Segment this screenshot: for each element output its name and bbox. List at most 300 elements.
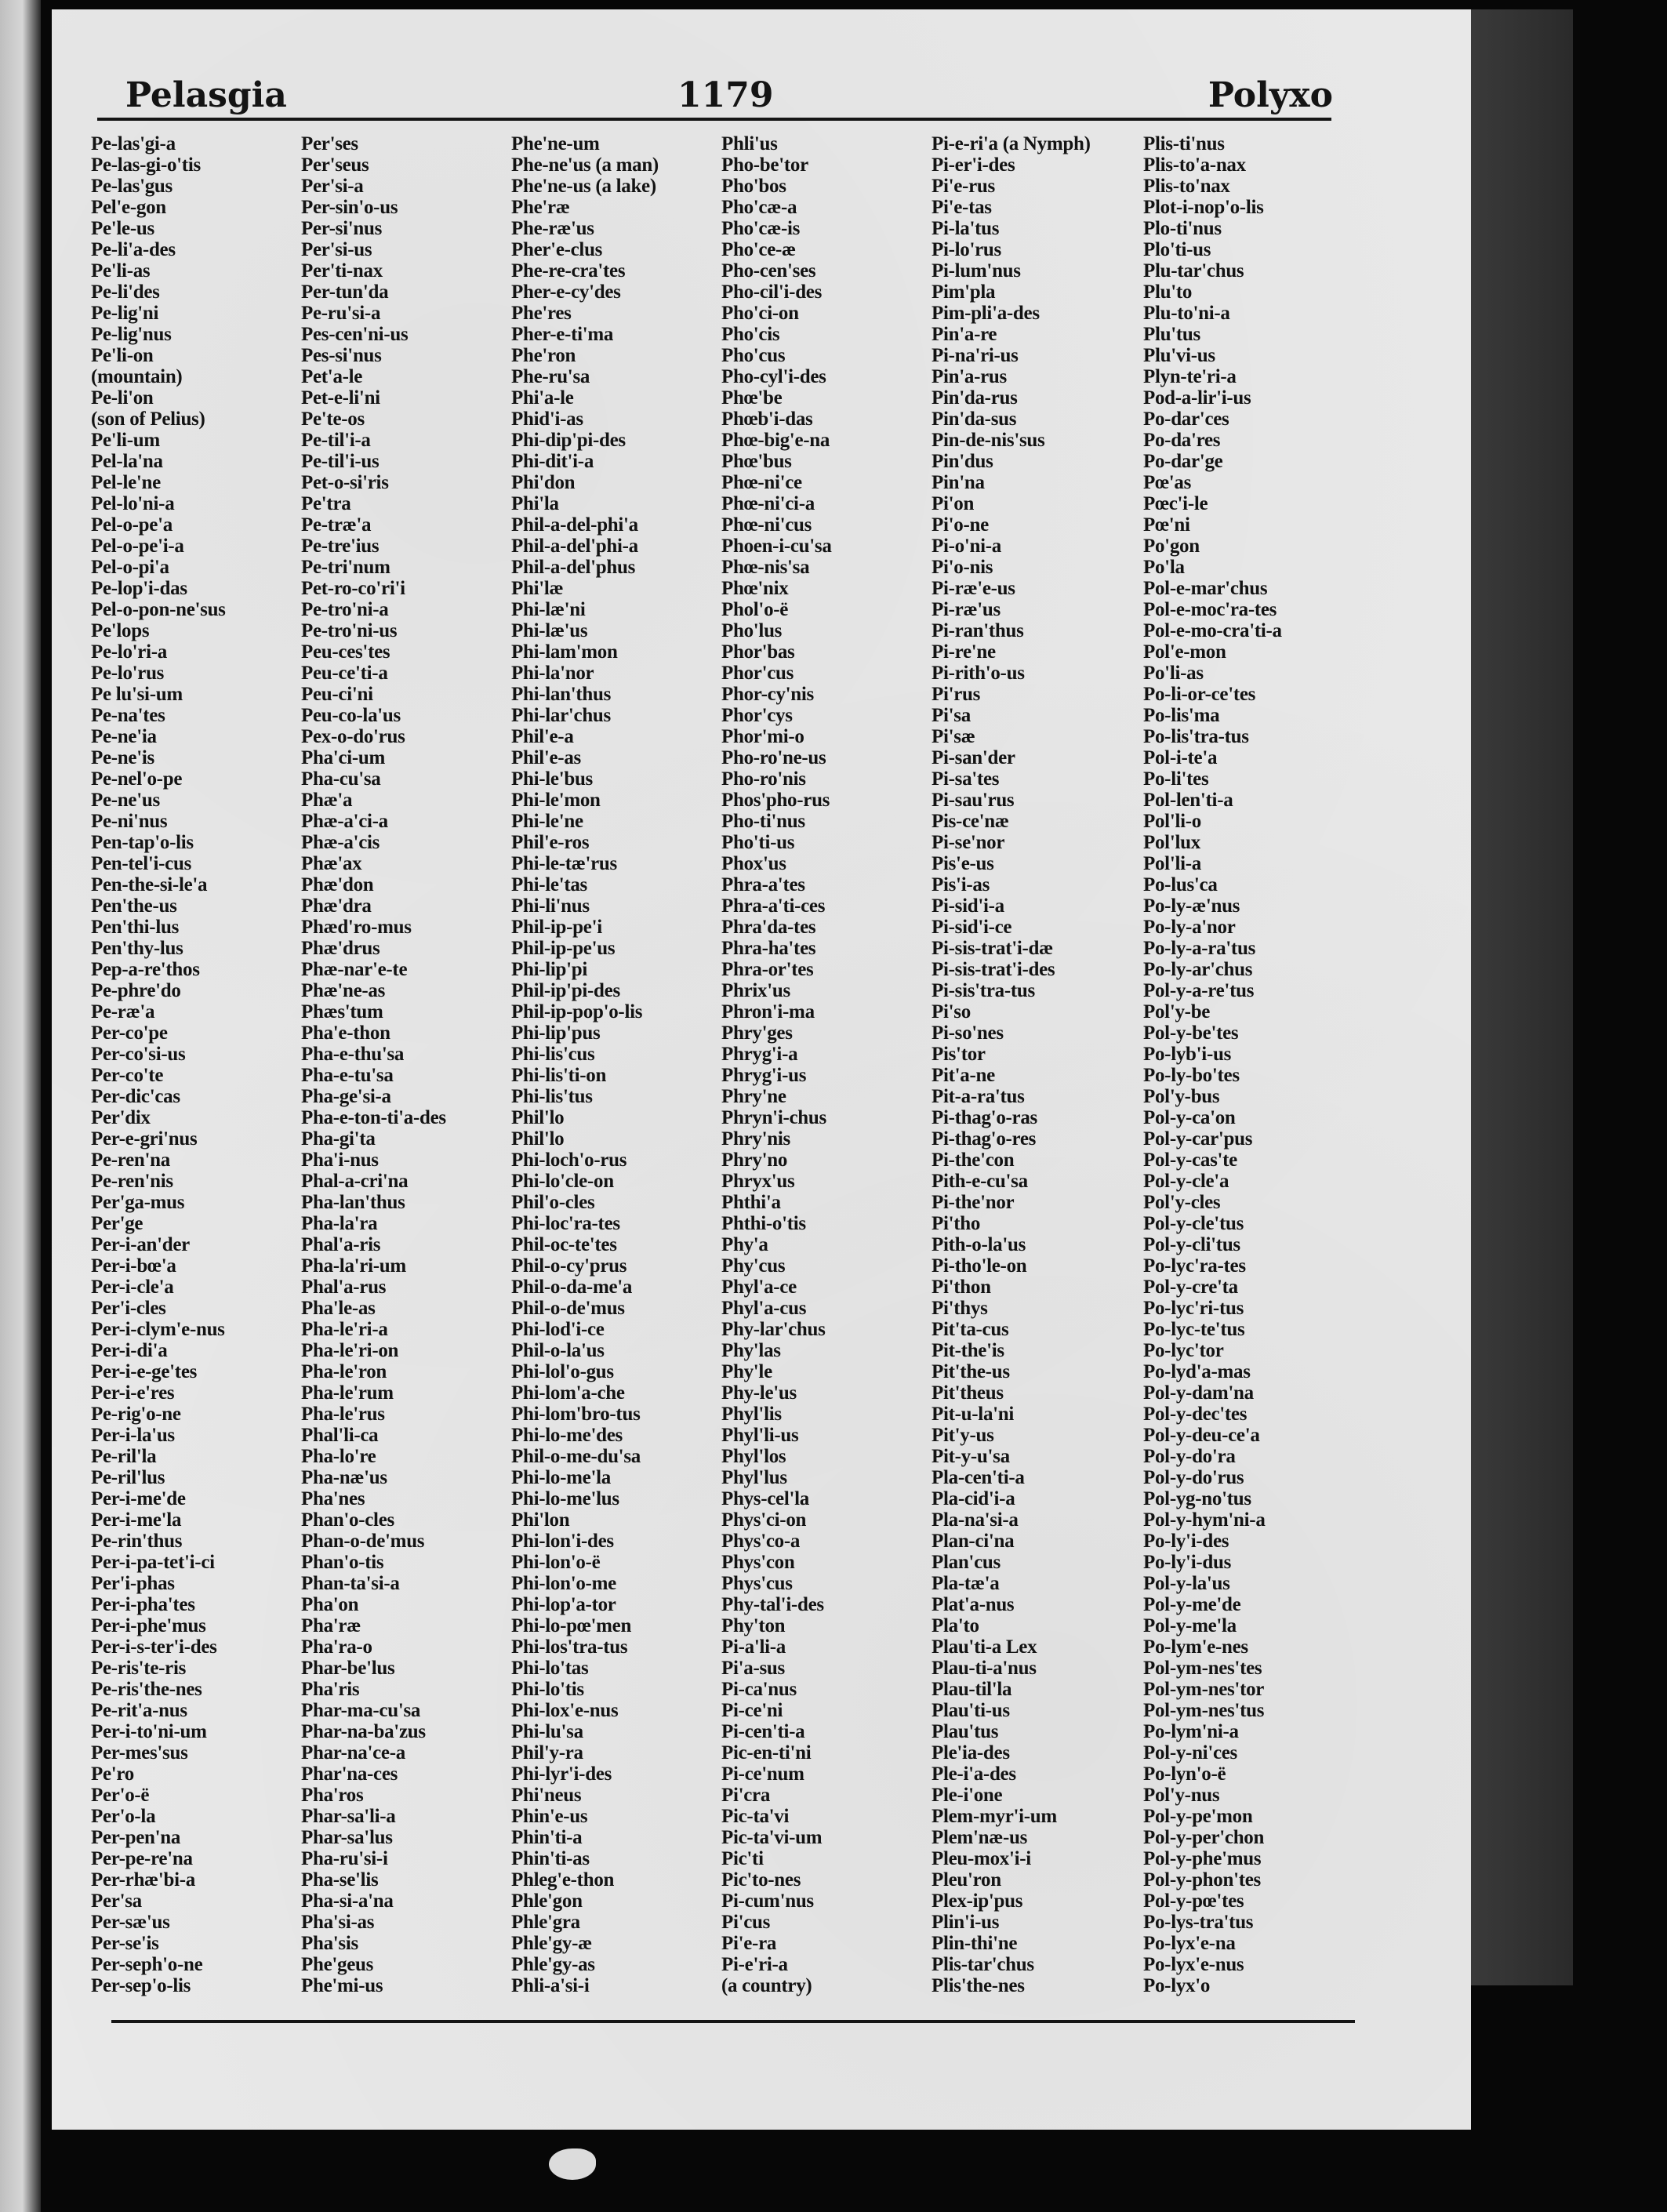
entry-word: Pel-o-pon-ne'sus [91, 599, 226, 620]
entry-word: Pher-e-ti'ma [511, 324, 614, 345]
entry-word: Phæ-a'cis [301, 832, 380, 853]
entry-word: Phol'o-ë [721, 599, 789, 620]
entry-word: Phi-le'tas [511, 874, 587, 895]
entry-word: Pi'on [932, 493, 975, 514]
entry-word: Pe-ne'is [91, 747, 154, 768]
entry-word: Pha-ru'si-i [301, 1848, 388, 1869]
entry-word: Pith-e-cu'sa [932, 1171, 1028, 1192]
entry-word: Pol-y-a-re'tus [1143, 980, 1255, 1001]
entry-word: Per'dix [91, 1107, 151, 1128]
entry-word: Phal-a-cri'na [301, 1171, 409, 1192]
entry-word: Pha'le-as [301, 1298, 376, 1319]
entry-word: Pha-lan'thus [301, 1192, 405, 1213]
entry-word: Pis'e-us [932, 853, 994, 874]
entry-word: Per-rhæ'bi-a [91, 1869, 195, 1891]
entry-word: Phin'e-us [511, 1806, 588, 1827]
entry-word: Phos'pho-rus [721, 790, 830, 811]
entry-word: Peu-co-la'us [301, 705, 401, 726]
entry-word: Pol-y-la'us [1143, 1573, 1230, 1594]
entry-word: Pha-næ'us [301, 1467, 387, 1488]
entry-word: Phi'lon [511, 1509, 570, 1531]
entry-word: Phle'gy-æ [511, 1933, 592, 1954]
entry-word: Phy'las [721, 1340, 781, 1361]
entry-word: Pho'ci-on [721, 303, 799, 324]
entry-word: Pi-cum'nus [721, 1891, 814, 1912]
entry-word: Plu-tar'chus [1143, 260, 1244, 281]
entry-word: Per'ge [91, 1213, 143, 1234]
entry-word: Pin'dus [932, 451, 993, 472]
entry-column-4 [721, 133, 932, 1996]
entry-word: Pit-the'is [932, 1340, 1004, 1361]
entry-word: Pher'e-clus [511, 239, 603, 260]
page-binding-shadow [1471, 9, 1573, 1985]
entry-word: Pol-y-per'chon [1143, 1827, 1265, 1848]
entry-word: Pe-las'gi-a [91, 133, 176, 154]
entry-word: Phil'lo [511, 1128, 565, 1150]
entry-word: (son of Pelius) [91, 409, 205, 430]
entry-word: Pol-y-deu-ce'a [1143, 1425, 1260, 1446]
entry-word: Po-lyc-te'tus [1143, 1319, 1245, 1340]
entry-word: Phryg'i-a [721, 1044, 798, 1065]
entry-word: Phleg'e-thon [511, 1869, 615, 1891]
entry-word: Pi-lo'rus [932, 239, 1001, 260]
entry-word: Phil'y-ra [511, 1742, 583, 1763]
entry-word: Po-ly'i-des [1143, 1531, 1229, 1552]
entry-word: Pho'ti-us [721, 832, 795, 853]
entry-word: Phe'ræ [511, 197, 570, 218]
entry-word: Phar'na-ces [301, 1763, 398, 1785]
entry-word: Pe-las'gus [91, 176, 173, 197]
entry-word: Per-sep'o-lis [91, 1975, 191, 1996]
entry-word: Pe-tro'ni-a [301, 599, 389, 620]
entry-word: Phin'ti-a [511, 1827, 583, 1848]
entry-word: Per-i-pa-tet'i-ci [91, 1552, 215, 1573]
entry-word: Pol'y-bus [1143, 1086, 1220, 1107]
entry-word: Pel-o-pe'i-a [91, 536, 184, 557]
entry-word: Phys'co-a [721, 1531, 801, 1552]
entry-word: Pi-sis-trat'i-dæ [932, 938, 1053, 959]
entry-word: Po-ly-ar'chus [1143, 959, 1253, 980]
entry-word: Pol-y-cle'tus [1143, 1213, 1244, 1234]
entry-word: Pha-le'rus [301, 1404, 385, 1425]
entry-word: Phi-lis'cus [511, 1044, 595, 1065]
entry-word: Pi-sid'i-ce [932, 917, 1012, 938]
entry-word: Phi-lo'cle-on [511, 1171, 614, 1192]
entry-word: Pha-cu'sa [301, 768, 381, 790]
entry-word: Phæ'drus [301, 938, 380, 959]
entry-word: Pol-y-do'rus [1143, 1467, 1244, 1488]
entry-word: Pha'si-as [301, 1912, 375, 1933]
entry-word: Pel-o-pe'a [91, 514, 173, 536]
entry-word: Phi-loc'ra-tes [511, 1213, 620, 1234]
entry-word: Per-i-clym'e-nus [91, 1319, 225, 1340]
running-head-right: Polyxo [1208, 75, 1333, 115]
entry-word: Phil-o-cy'prus [511, 1255, 627, 1277]
entry-word: Pen-tel'i-cus [91, 853, 192, 874]
entry-word: Ple'ia-des [932, 1742, 1010, 1763]
entry-word: Pel-la'na [91, 451, 163, 472]
entry-word: Pic'to-nes [721, 1869, 801, 1891]
entry-word: Pi-ce'num [721, 1763, 804, 1785]
entry-word: Pha'ros [301, 1785, 364, 1806]
entry-word: Pha'ræ [301, 1615, 361, 1636]
entry-word: Per-i-to'ni-um [91, 1721, 207, 1742]
entry-word: Pol-y-dec'tes [1143, 1404, 1248, 1425]
entry-word: Pol-y-pe'mon [1143, 1806, 1253, 1827]
entry-word: Phy-lar'chus [721, 1319, 826, 1340]
entry-word: Per-sæ'us [91, 1912, 170, 1933]
entry-word: Phi'læ [511, 578, 564, 599]
entry-word: Phil'lo [511, 1107, 565, 1128]
entry-word: Pi-ce'ni [721, 1700, 783, 1721]
entry-word: Phthi'a [721, 1192, 781, 1213]
entry-word: Pe-ris'the-nes [91, 1679, 202, 1700]
entry-word: Phœ-ni'ci-a [721, 493, 815, 514]
entry-word: Pi-er'i-des [932, 154, 1015, 176]
entry-word: Pi-ran'thus [932, 620, 1024, 641]
entry-word: Per-i-s-ter'i-des [91, 1636, 217, 1658]
entry-word: Po-lys-tra'tus [1143, 1912, 1254, 1933]
entry-word: Pol'e-mon [1143, 641, 1226, 663]
entry-word: Pe-phre'do [91, 980, 181, 1001]
entry-word: Per-seph'o-ne [91, 1954, 203, 1975]
entry-word: Plo-ti'nus [1143, 218, 1222, 239]
entry-word: Pen'thi-lus [91, 917, 179, 938]
entry-word: Pin'a-rus [932, 366, 1007, 387]
entry-word: Phi-lyr'i-des [511, 1763, 612, 1785]
entry-word: Per-si'nus [301, 218, 383, 239]
entry-word: Pe-lo'rus [91, 663, 165, 684]
entry-word: Ple-i'a-des [932, 1763, 1016, 1785]
entry-word: Pi-na'ri-us [932, 345, 1019, 366]
entry-word: Po-li'tes [1143, 768, 1209, 790]
entry-word: Pe-træ'a [301, 514, 372, 536]
entry-word: Phil-o-da-me'a [511, 1277, 633, 1298]
entry-word: Pep-a-re'thos [91, 959, 200, 980]
entry-word: Pol'y-be [1143, 1001, 1211, 1022]
entry-word: Plis'the-nes [932, 1975, 1025, 1996]
entry-word: Phyl'li-us [721, 1425, 799, 1446]
entry-word: Plis-to'nax [1143, 176, 1230, 197]
entry-word: Phe-ne'us (a man) [511, 154, 659, 176]
entry-word: Pho-cil'i-des [721, 281, 823, 303]
entry-word: Per'ga-mus [91, 1192, 185, 1213]
entry-word: Po-lyd'a-mas [1143, 1361, 1251, 1382]
entry-word: (a country) [721, 1975, 812, 1996]
entry-word: Per-mes'sus [91, 1742, 188, 1763]
entry-word: Pe-ræ'a [91, 1001, 155, 1022]
entry-word: Pel'e-gon [91, 197, 166, 218]
entry-word: Po'li-as [1143, 663, 1204, 684]
entry-word: Po'gon [1143, 536, 1200, 557]
entry-word: Phi-los'tra-tus [511, 1636, 628, 1658]
entry-word: Pis'i-as [932, 874, 990, 895]
entry-word: Pi-e-ri'a (a Nymph) [932, 133, 1091, 154]
entry-word: Phi-le'ne [511, 811, 583, 832]
entry-word: Phil'o-cles [511, 1192, 595, 1213]
entry-word: Pen-tap'o-lis [91, 832, 194, 853]
entry-word: Phthi-o'tis [721, 1213, 806, 1234]
entry-word: Per'i-phas [91, 1573, 175, 1594]
entry-word: Pol-ym-nes'tus [1143, 1700, 1265, 1721]
entry-word: Pho'cæ-is [721, 218, 801, 239]
entry-word: Phan'o-cles [301, 1509, 394, 1531]
entry-word: Pe-ren'na [91, 1150, 170, 1171]
entry-word: Pi'rus [932, 684, 981, 705]
entry-word: Pol-y-ca'on [1143, 1107, 1236, 1128]
entry-word: Pi-re'ne [932, 641, 996, 663]
entry-word: Po-ly-a'nor [1143, 917, 1236, 938]
entry-word: Phy'ton [721, 1615, 786, 1636]
entry-word: Phœ-ni'cus [721, 514, 812, 536]
entry-word: Phæ-a'ci-a [301, 811, 388, 832]
entry-word: Plin-thi'ne [932, 1933, 1018, 1954]
entry-word: Phe'geus [301, 1954, 374, 1975]
entry-word: Pœ'ni [1143, 514, 1190, 536]
entry-word: Po-lis'tra-tus [1143, 726, 1249, 747]
entry-word: Phry'nis [721, 1128, 790, 1150]
entry-word: Pol-e-mo-cra'ti-a [1143, 620, 1282, 641]
entry-word: Plis-ti'nus [1143, 133, 1225, 154]
entry-word: Phi-lo'tis [511, 1679, 584, 1700]
entry-word: Per-i-phe'mus [91, 1615, 206, 1636]
entry-word: Phal'li-ca [301, 1425, 379, 1446]
entry-word: Phi-lar'chus [511, 705, 611, 726]
entry-word: Pe'lops [91, 620, 150, 641]
entry-word: Phi-lu'sa [511, 1721, 583, 1742]
entry-word: Pol-y-cre'ta [1143, 1277, 1238, 1298]
entry-word: Pol'y-cles [1143, 1192, 1221, 1213]
entry-word: Phi-la'nor [511, 663, 594, 684]
entry-word: Pi-sa'tes [932, 768, 1000, 790]
entry-word: Plis-to'a-nax [1143, 154, 1246, 176]
entry-word: Pi'cra [721, 1785, 771, 1806]
entry-word: Phi-lan'thus [511, 684, 612, 705]
entry-word: Phæ-nar'e-te [301, 959, 408, 980]
entry-word: Pha-lo're [301, 1446, 376, 1467]
entry-word: Pol-y-phon'tes [1143, 1869, 1261, 1891]
entry-word: Phil-a-del-phi'a [511, 514, 638, 536]
entry-word: Pha-le'ron [301, 1361, 387, 1382]
entry-word: Per-sin'o-us [301, 197, 398, 218]
entry-word: Phal'a-rus [301, 1277, 387, 1298]
entry-word: Po-lyc'tor [1143, 1340, 1224, 1361]
entry-word: Phil-a-del'phi-a [511, 536, 638, 557]
entry-word: Phli'us [721, 133, 778, 154]
entry-word: Phe'ne-us (a lake) [511, 176, 656, 197]
entry-word: Phi-lip'pi [511, 959, 588, 980]
entry-word: Pi'cus [721, 1912, 771, 1933]
entry-word: Phy'cus [721, 1255, 786, 1277]
entry-word: Plu'to [1143, 281, 1193, 303]
entry-word: Per-i-e-ge'tes [91, 1361, 198, 1382]
entry-word: Phe'mi-us [301, 1975, 383, 1996]
entry-word: Phyl'lis [721, 1404, 782, 1425]
entry-word: Pla'to [932, 1615, 979, 1636]
entry-word: Per'o-ë [91, 1785, 150, 1806]
entry-word: Pla-tæ'a [932, 1573, 1000, 1594]
entry-word: Plis-tar'chus [932, 1954, 1034, 1975]
entry-word: Phi-lol'o-gus [511, 1361, 614, 1382]
entry-word: Pi-thag'o-res [932, 1128, 1037, 1150]
entry-word: Pi-so'nes [932, 1022, 1004, 1044]
entry-word: Pha-le'rum [301, 1382, 394, 1404]
entry-word: Pha-la'ra [301, 1213, 378, 1234]
entry-word: Phy'le [721, 1361, 772, 1382]
entry-word: Phil'e-ros [511, 832, 590, 853]
page-number: 1179 [677, 75, 774, 115]
entry-word: Pha-ge'si-a [301, 1086, 391, 1107]
entry-word: Phi-dip'pi-des [511, 430, 626, 451]
entry-word: Phæs'tum [301, 1001, 383, 1022]
entry-word: Phar-ma-cu'sa [301, 1700, 421, 1721]
entry-word: Phli-a'si-i [511, 1975, 590, 1996]
entry-word: Phry'ges [721, 1022, 793, 1044]
entry-word: Phor-cy'nis [721, 684, 814, 705]
entry-word: Phæd'ro-mus [301, 917, 412, 938]
entry-word: Per'seus [301, 154, 369, 176]
entry-word: Pi'o-ne [932, 514, 989, 536]
entry-word: Phra-a'tes [721, 874, 805, 895]
entry-word: Phal'a-ris [301, 1234, 381, 1255]
entry-word: Pi-cen'ti-a [721, 1721, 805, 1742]
entry-word: Phra-a'ti-ces [721, 895, 826, 917]
entry-word: Pla-cen'ti-a [932, 1467, 1025, 1488]
entry-word: Pol-e-mar'chus [1143, 578, 1268, 599]
entry-word: Pol'y-nus [1143, 1785, 1220, 1806]
entry-word: Pe-rit'a-nus [91, 1700, 187, 1721]
entry-word: Pol-y-me'la [1143, 1615, 1237, 1636]
entry-word: Phyl'a-ce [721, 1277, 797, 1298]
entry-word: Pe'li-um [91, 430, 160, 451]
entry-word: Phil-ip-pe'i [511, 917, 602, 938]
entry-word: Pin'da-sus [932, 409, 1017, 430]
entry-word: Pha-e-ton-ti'a-des [301, 1107, 446, 1128]
entry-word: Phæ'don [301, 874, 374, 895]
entry-word: Phi-lon'o-me [511, 1573, 616, 1594]
entry-word: Pi'o-nis [932, 557, 993, 578]
entry-word: Po-lym'e-nes [1143, 1636, 1248, 1658]
entry-word: Pe'ro [91, 1763, 134, 1785]
entry-word: Pol-y-cle'a [1143, 1171, 1229, 1192]
entry-word: Phe'ron [511, 345, 576, 366]
entry-word: Phys'cus [721, 1573, 793, 1594]
entry-word: Pi-ca'nus [721, 1679, 797, 1700]
entry-word: Phyl'los [721, 1446, 786, 1467]
entry-word: Pe-tri'num [301, 557, 390, 578]
entry-word: Phy-tal'i-des [721, 1594, 824, 1615]
entry-word: Per-i-di'a [91, 1340, 168, 1361]
entry-word: Phin'ti-as [511, 1848, 590, 1869]
entry-word: Per'o-la [91, 1806, 156, 1827]
entry-word: Pha'ci-um [301, 747, 386, 768]
entry-word: Pe-rig'o-ne [91, 1404, 181, 1425]
entry-word: Pi'e-tas [932, 197, 992, 218]
entry-word: Po-lyx'e-na [1143, 1933, 1236, 1954]
entry-word: Pe-ni'nus [91, 811, 168, 832]
entry-word: Phi'la [511, 493, 559, 514]
entry-word: Phil-a-del'phus [511, 557, 636, 578]
entry-column-6 [1143, 133, 1353, 1996]
entry-word: Pi-sis'tra-tus [932, 980, 1035, 1001]
entry-word: Pi-o'ni-a [932, 536, 1001, 557]
entry-word: Phi'neus [511, 1785, 582, 1806]
entry-word: Phys'ci-on [721, 1509, 807, 1531]
entry-word: Phi-lop'a-tor [511, 1594, 616, 1615]
entry-word: Phi-lam'mon [511, 641, 618, 663]
entry-word: Phan-o-de'mus [301, 1531, 425, 1552]
entry-word: Pic-en-ti'ni [721, 1742, 812, 1763]
entry-word: Pic-ta'vi [721, 1806, 790, 1827]
entry-word: Pim'pla [932, 281, 996, 303]
entry-word: Pha-gi'ta [301, 1128, 376, 1150]
entry-word: Pha'ra-o [301, 1636, 372, 1658]
entry-word: Pit'a-ne [932, 1065, 995, 1086]
entry-word: Plem-myr'i-um [932, 1806, 1057, 1827]
entry-word: Po-lyx'e-nus [1143, 1954, 1244, 1975]
entry-word: Pol-y-be'tes [1143, 1022, 1239, 1044]
entry-word: Pol-y-cas'te [1143, 1150, 1237, 1171]
entry-word: Pin-de-nis'sus [932, 430, 1045, 451]
entry-word: Per'si-us [301, 239, 372, 260]
entry-word: Plau-til'la [932, 1679, 1012, 1700]
entry-word: Plu-to'ni-a [1143, 303, 1230, 324]
entry-word: Po-lus'ca [1143, 874, 1218, 895]
entry-word: Pel-o-pi'a [91, 557, 169, 578]
entry-word: Phi-lox'e-nus [511, 1700, 619, 1721]
entry-word: Phan'o-tis [301, 1552, 384, 1573]
entry-word: Pe-ren'nis [91, 1171, 173, 1192]
entry-word: Phæ'dra [301, 895, 372, 917]
entry-word: Phil-ip-pe'us [511, 938, 616, 959]
entry-word: Pit-y-u'sa [932, 1446, 1010, 1467]
running-head-left: Pelasgia [125, 75, 287, 115]
entry-word: Phys-cel'la [721, 1488, 809, 1509]
entry-word: Phœb'i-das [721, 409, 813, 430]
entry-word: Pe-rin'thus [91, 1531, 183, 1552]
entry-word: Pol-y-me'de [1143, 1594, 1241, 1615]
entry-word: Phry'ne [721, 1086, 786, 1107]
entry-word: Pla-cid'i-a [932, 1488, 1015, 1509]
entry-word: Pe-til'i-a [301, 430, 371, 451]
entry-word: Per-i-bœ'a [91, 1255, 176, 1277]
entry-word: Pe-ne'us [91, 790, 160, 811]
entry-word: Phi-li'nus [511, 895, 590, 917]
entry-word: Plat'a-nus [932, 1594, 1015, 1615]
entry-word: Pho-cen'ses [721, 260, 816, 281]
entry-word: Pe'le-us [91, 218, 154, 239]
entry-word: Phi-lis'tus [511, 1086, 593, 1107]
entry-word: Per-i-cle'a [91, 1277, 174, 1298]
entry-word: Phar-be'lus [301, 1658, 395, 1679]
entry-word: Phi-le'bus [511, 768, 593, 790]
entry-word: Phar-sa'li-a [301, 1806, 396, 1827]
entry-word: Pol-yg-no'tus [1143, 1488, 1251, 1509]
entry-word: Pis-ce'næ [932, 811, 1009, 832]
entry-word: Phœ-nis'sa [721, 557, 810, 578]
entry-word: Pit'the-us [932, 1361, 1010, 1382]
entry-word: Plex-ip'pus [932, 1891, 1023, 1912]
entry-word: Phi-lom'a-che [511, 1382, 625, 1404]
entry-word: Per-i-an'der [91, 1234, 190, 1255]
entry-word: Phan-ta'si-a [301, 1573, 400, 1594]
entry-word: Pe-lop'i-das [91, 578, 187, 599]
entry-word: Phi-lo'tas [511, 1658, 589, 1679]
entry-word: Phi-le'mon [511, 790, 601, 811]
entry-word: Per-i-e'res [91, 1382, 175, 1404]
entry-word: Pho-be'tor [721, 154, 808, 176]
entry-word: Pha'nes [301, 1488, 365, 1509]
